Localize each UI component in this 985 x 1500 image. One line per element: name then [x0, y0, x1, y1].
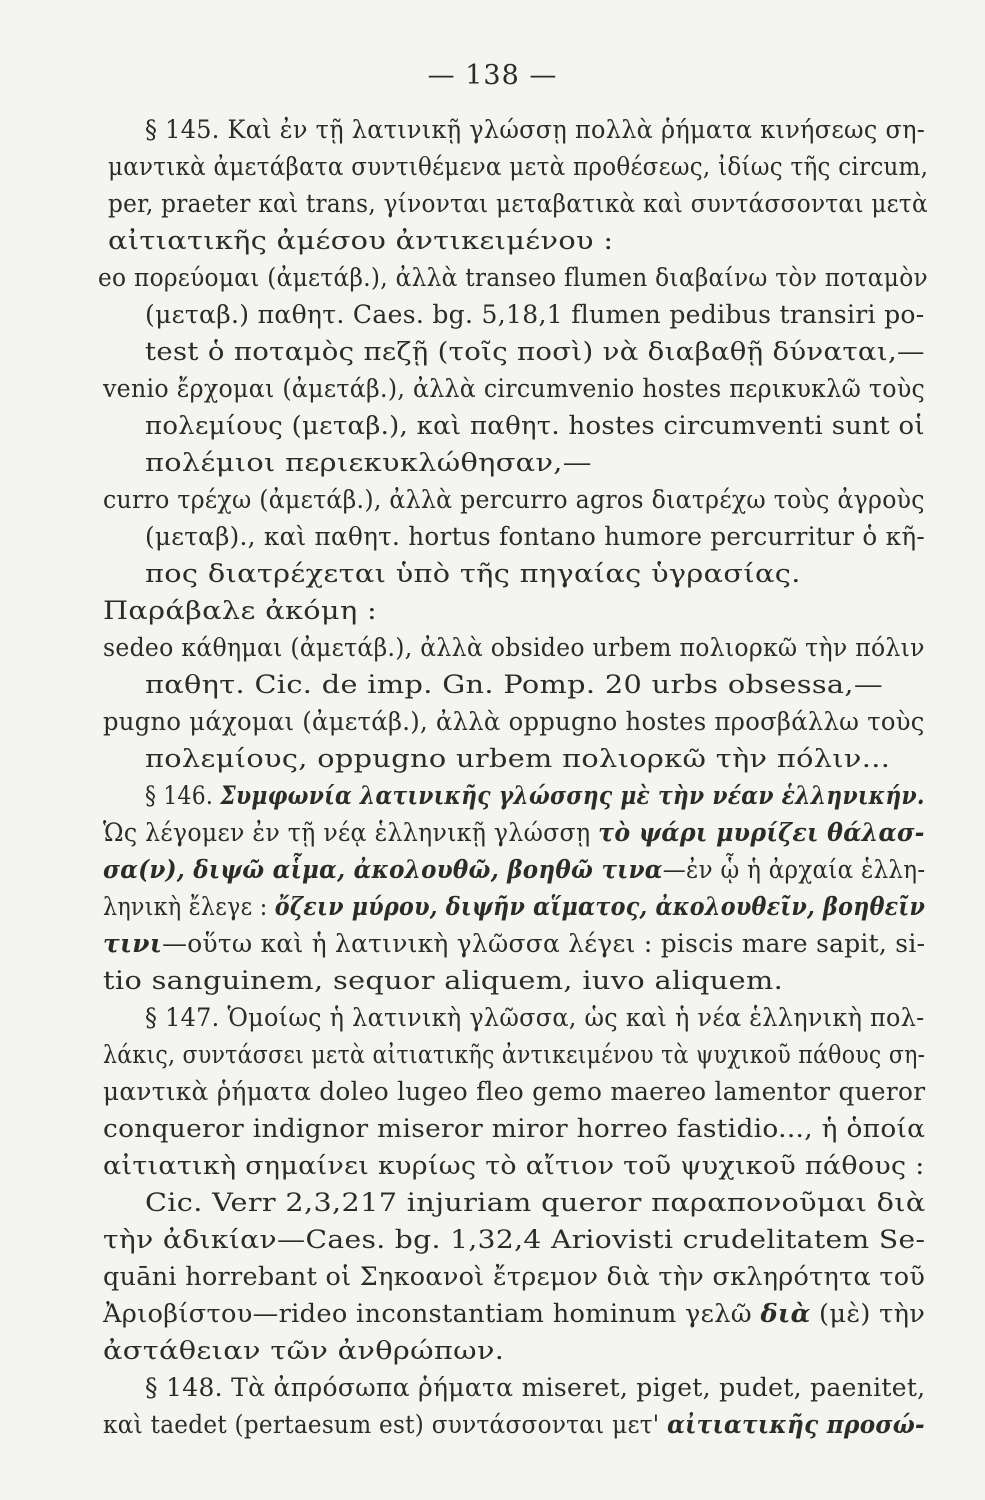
text-line: eo πορεύομαι (ἀμετάβ.), ἀλλὰ transeo flumen διαβαίνω τὸν ποταμὸν: [98, 263, 928, 292]
text-line: τὴν ἀδικίαν—Caes. bg. 1,32,4 Ariovisti crudelitatem Se-: [103, 1225, 926, 1254]
text-line: πος διατρέχεται ὑπὸ τῆς πηγαίας ὑγρασίας.: [145, 559, 801, 588]
text-line: conqueror indignor miseror miror horreo fastidio..., ἡ ὁποία: [103, 1114, 926, 1143]
emphasis-segment: διὰ: [760, 1299, 811, 1328]
text-line: Παράβαλε ἀκόμη :: [103, 596, 378, 625]
text-line: πολεμίους, oppugno urbem πολιορκῶ τὴν πόλιν...: [145, 744, 891, 773]
text-line: § 147. Ὁμοίως ἡ λατινικὴ γλῶσσα, ὡς καὶ ἡ νέα ἑλληνικὴ πολ-: [145, 1003, 925, 1032]
text-segment: ληνικὴ ἔλεγε :: [103, 892, 275, 921]
emphasis-segment: σα(ν), διψῶ αἷμα, ἀκολουθῶ, βοηθῶ τινα: [103, 855, 663, 884]
text-line: [103, 853, 925, 887]
text-line: (μεταβ)., καὶ παθητ. hortus fontano humore percurritur ὁ κῆ-: [145, 522, 926, 551]
text-line: per, praeter καὶ trans, γίνονται μεταβατικὰ καὶ συντάσσονται μετὰ: [108, 189, 928, 218]
text-line: [103, 1408, 925, 1442]
text-line: λάκις, συντάσσει μετὰ αἰτιατικῆς ἀντικειμένου τὰ ψυχικοῦ πάθους ση-: [103, 1040, 926, 1069]
text-line: venio ἔρχομαι (ἀμετάβ.), ἀλλὰ circumvenio hostes περικυκλῶ τοὺς: [103, 374, 926, 403]
text-segment: Ἀριοβίστου—rideo inconstantiam hominum γελῶ: [103, 1299, 761, 1328]
text-line: pugno μάχομαι (ἀμετάβ.), ἀλλὰ oppugno hostes προσβάλλω τοὺς: [103, 707, 925, 736]
text-segment: (μὲ) τὴν: [810, 1299, 926, 1328]
text-segment: καὶ taedet (pertaesum est) συντάσσονται μετ': [103, 1410, 668, 1439]
emphasis-segment: ὄζειν μύρου, διψῆν αἵματος, ἀκολουθεῖν, βοηθεῖν: [274, 892, 926, 921]
text-line: αἰτιατικῆς ἀμέσου ἀντικειμένου :: [108, 226, 614, 255]
text-line: ἀστάθειαν τῶν ἀνθρώπων.: [103, 1336, 505, 1365]
text-line: quāni horrebant οἱ Σηκοανοὶ ἔτρεμον διὰ τὴν σκληρότητα τοῦ: [103, 1262, 926, 1291]
emphasis-segment: αἰτιατικῆς προσώ-: [667, 1410, 925, 1439]
text-segment: Ὡς λέγομεν ἐν τῇ νέᾳ ἑλληνικῇ γλώσσῃ: [103, 818, 599, 847]
text-line: Cic. Verr 2,3,217 injuriam queror παραπονοῦμαι διὰ: [145, 1188, 926, 1217]
section-number: § 146.: [145, 781, 221, 810]
text-line: παθητ. Cic. de imp. Gn. Pomp. 20 urbs obsessa,—: [145, 670, 884, 699]
section-146-heading: [145, 779, 925, 813]
text-segment: —ἐν ᾧ ἡ ἀρχαία ἑλλη-: [662, 855, 926, 884]
text-line: sedeo κάθημαι (ἀμετάβ.), ἀλλὰ obsideo urbem πολιορκῶ τὴν πόλιν: [103, 633, 925, 662]
text-line: § 148. Τὰ ἀπρόσωπα ῥήματα miseret, piget, pudet, paenitet,: [145, 1373, 926, 1402]
text-line: § 145. Καὶ ἐν τῇ λατινικῇ γλώσσῃ πολλὰ ῥήματα κινήσεως ση-: [145, 115, 926, 144]
text-line: tio sanguinem, sequor aliquem, iuvo aliquem.: [103, 966, 784, 995]
text-line: αἰτιατικὴ σημαίνει κυρίως τὸ αἴτιον τοῦ ψυχικοῦ πάθους :: [103, 1151, 925, 1180]
text-line: πολεμίους (μεταβ.), καὶ παθητ. hostes circumventi sunt οἱ: [145, 411, 925, 440]
section-title: Συμφωνία λατινικῆς γλώσσης μὲ τὴν νέαν ἑλληνικήν.: [220, 781, 925, 810]
text-line: πολέμιοι περιεκυκλώθησαν,—: [145, 448, 592, 477]
text-line: [103, 816, 925, 850]
emphasis-segment: τὸ ψάρι μυρίζει θάλασ-: [598, 818, 925, 847]
text-segment: —οὕτω καὶ ἡ λατινικὴ γλῶσσα λέγει : piscis mare sapit, si-: [162, 929, 926, 958]
page-number: — 138 —: [427, 60, 558, 91]
emphasis-segment: τινι: [103, 929, 163, 958]
text-line: [103, 1297, 925, 1331]
text-line: curro τρέχω (ἀμετάβ.), ἀλλὰ percurro agros διατρέχω τοὺς ἀγροὺς: [103, 485, 925, 514]
text-line: μαντικὰ ῥήματα doleo lugeo fleo gemo maereo lamentor queror: [103, 1077, 926, 1106]
text-line: μαντικὰ ἀμετάβατα συντιθέμενα μετὰ προθέσεως, ἰδίως τῆς circum,: [108, 152, 929, 181]
text-line: [103, 927, 925, 961]
text-line: test ὁ ποταμὸς πεζῇ (τοῖς ποσὶ) νὰ διαβαθῇ δύναται,—: [145, 337, 925, 366]
text-line: [103, 890, 925, 924]
text-line: (μεταβ.) παθητ. Caes. bg. 5,18,1 flumen pedibus transiri po-: [145, 300, 925, 329]
